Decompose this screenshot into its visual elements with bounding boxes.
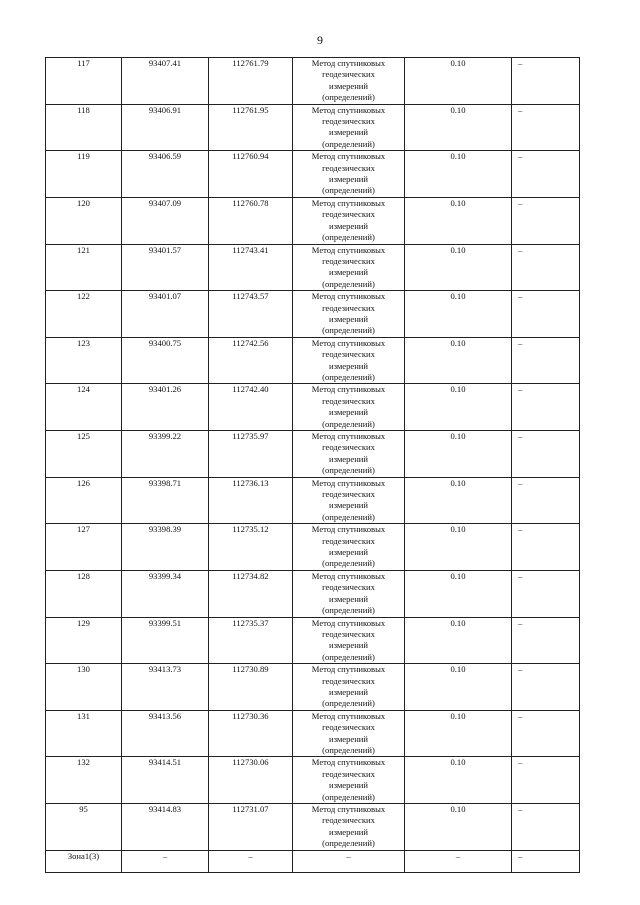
table-row (46, 804, 580, 851)
method-line: измерений (328, 686, 369, 697)
method-line: (определений) (322, 651, 375, 662)
y-coordinate-cell: 112761.95 (209, 104, 293, 151)
x-coordinate-cell: 93401.57 (122, 244, 209, 291)
method-line: (определений) (322, 838, 375, 849)
y-coordinate-cell: 112735.37 (209, 617, 293, 664)
method-cell: – (293, 850, 405, 872)
x-coordinate-cell: 93413.73 (122, 664, 209, 711)
note-cell: – (512, 291, 580, 338)
method-line: (определений) (322, 605, 375, 616)
method-line: (определений) (322, 558, 375, 569)
method-cell (293, 151, 405, 198)
method-cell (293, 197, 405, 244)
method-line: геодезических (322, 535, 375, 546)
zone-row (46, 850, 580, 872)
method-line: геодезических (322, 255, 375, 266)
table-row (46, 664, 580, 711)
table-row (46, 384, 580, 431)
method-line: измерений (328, 547, 369, 558)
accuracy-cell: 0.10 (405, 337, 512, 384)
accuracy-cell: 0.10 (405, 244, 512, 291)
point-id-cell: 125 (46, 431, 122, 478)
note-cell: – (512, 570, 580, 617)
note-cell: – (512, 710, 580, 757)
method-line: Метод спутниковых (311, 337, 386, 348)
method-line: измерений (328, 453, 369, 464)
note-cell: – (512, 524, 580, 571)
method-line: (определений) (322, 744, 375, 755)
note-cell: – (512, 850, 580, 872)
method-cell (293, 804, 405, 851)
table-row (46, 524, 580, 571)
accuracy-cell: 0.10 (405, 291, 512, 338)
point-id-cell: 126 (46, 477, 122, 524)
table-row (46, 570, 580, 617)
method-line: (определений) (322, 325, 375, 336)
y-coordinate-cell: 112730.89 (209, 664, 293, 711)
method-line: (определений) (322, 232, 375, 243)
table-row (46, 58, 580, 105)
accuracy-cell: 0.10 (405, 710, 512, 757)
method-line: геодезических (322, 162, 375, 173)
accuracy-cell: 0.10 (405, 151, 512, 198)
point-id-cell: 128 (46, 570, 122, 617)
point-id-cell: 123 (46, 337, 122, 384)
method-cell (293, 384, 405, 431)
method-line: измерений (328, 360, 369, 371)
method-line: измерений (328, 220, 369, 231)
method-line: измерений (328, 267, 369, 278)
method-line: Метод спутниковых (311, 570, 386, 581)
accuracy-cell: 0.10 (405, 617, 512, 664)
y-coordinate-cell: 112734.82 (209, 570, 293, 617)
table-row (46, 617, 580, 664)
method-line: геодезических (322, 675, 375, 686)
note-cell: – (512, 804, 580, 851)
method-cell (293, 617, 405, 664)
y-coordinate-cell: 112760.78 (209, 197, 293, 244)
x-coordinate-cell: 93398.71 (122, 477, 209, 524)
method-line: геодезических (322, 815, 375, 826)
table-row (46, 710, 580, 757)
method-line: измерений (328, 313, 369, 324)
x-coordinate-cell: 93407.09 (122, 197, 209, 244)
method-line: геодезических (322, 722, 375, 733)
point-id-cell: 117 (46, 58, 122, 105)
note-cell: – (512, 197, 580, 244)
y-coordinate-cell: 112760.94 (209, 151, 293, 198)
method-line: Метод спутниковых (311, 757, 386, 768)
note-cell: – (512, 337, 580, 384)
y-coordinate-cell: 112731.07 (209, 804, 293, 851)
x-coordinate-cell: 93401.26 (122, 384, 209, 431)
method-line: Метод спутниковых (311, 477, 386, 488)
accuracy-cell: 0.10 (405, 197, 512, 244)
point-id-cell: 120 (46, 197, 122, 244)
method-line: Метод спутниковых (311, 197, 386, 208)
y-coordinate-cell: 112742.56 (209, 337, 293, 384)
method-cell (293, 58, 405, 105)
method-line: геодезических (322, 395, 375, 406)
x-coordinate-cell: 93407.41 (122, 58, 209, 105)
point-id-cell: 127 (46, 524, 122, 571)
point-id-cell: 121 (46, 244, 122, 291)
y-coordinate-cell: 112742.40 (209, 384, 293, 431)
accuracy-cell: 0.10 (405, 58, 512, 105)
y-coordinate-cell: 112743.41 (209, 244, 293, 291)
point-id-cell: 130 (46, 664, 122, 711)
accuracy-cell: – (405, 850, 512, 872)
table-row (46, 757, 580, 804)
method-line: (определений) (322, 138, 375, 149)
method-line: Метод спутниковых (311, 617, 386, 628)
method-line: Метод спутниковых (311, 58, 386, 68)
coordinates-table (45, 57, 580, 873)
method-line: измерений (328, 733, 369, 744)
y-coordinate-cell: – (209, 850, 293, 872)
method-line: измерений (328, 826, 369, 837)
method-line: (определений) (322, 465, 375, 476)
accuracy-cell: 0.10 (405, 804, 512, 851)
table-row (46, 244, 580, 291)
x-coordinate-cell: 93401.07 (122, 291, 209, 338)
point-id-cell: 95 (46, 804, 122, 851)
y-coordinate-cell: 112735.12 (209, 524, 293, 571)
y-coordinate-cell: 112736.13 (209, 477, 293, 524)
method-line: (определений) (322, 371, 375, 382)
method-line: геодезических (322, 349, 375, 360)
note-cell: – (512, 477, 580, 524)
note-cell: – (512, 664, 580, 711)
method-cell (293, 477, 405, 524)
table-row (46, 337, 580, 384)
method-cell (293, 524, 405, 571)
accuracy-cell: 0.10 (405, 431, 512, 478)
method-line: Метод спутниковых (311, 244, 386, 255)
method-line: измерений (328, 780, 369, 791)
y-coordinate-cell: 112743.57 (209, 291, 293, 338)
point-id-cell: 124 (46, 384, 122, 431)
method-cell (293, 244, 405, 291)
accuracy-cell: 0.10 (405, 524, 512, 571)
coordinates-table-body (46, 58, 580, 873)
accuracy-cell: 0.10 (405, 664, 512, 711)
method-line: геодезических (322, 628, 375, 639)
method-cell (293, 104, 405, 151)
accuracy-cell: 0.10 (405, 570, 512, 617)
method-line: (определений) (322, 185, 375, 196)
method-line: геодезических (322, 489, 375, 500)
method-cell (293, 757, 405, 804)
y-coordinate-cell: 112730.36 (209, 710, 293, 757)
x-coordinate-cell: 93399.34 (122, 570, 209, 617)
method-line: геодезических (322, 209, 375, 220)
method-line: геодезических (322, 442, 375, 453)
table-row (46, 151, 580, 198)
page-number: 9 (317, 33, 323, 47)
point-id-cell: 132 (46, 757, 122, 804)
method-cell (293, 431, 405, 478)
method-line: (определений) (322, 511, 375, 522)
method-line: Метод спутниковых (311, 431, 386, 441)
accuracy-cell: 0.10 (405, 757, 512, 804)
method-line: измерений (328, 80, 369, 91)
method-line: геодезических (322, 302, 375, 313)
y-coordinate-cell: 112730.06 (209, 757, 293, 804)
x-coordinate-cell: 93398.39 (122, 524, 209, 571)
table-row (46, 104, 580, 151)
accuracy-cell: 0.10 (405, 104, 512, 151)
note-cell: – (512, 617, 580, 664)
accuracy-cell: 0.10 (405, 384, 512, 431)
method-line: Метод спутниковых (311, 384, 386, 395)
note-cell: – (512, 757, 580, 804)
method-line: (определений) (322, 418, 375, 429)
note-cell: – (512, 58, 580, 105)
method-line: измерений (328, 174, 369, 185)
method-cell (293, 664, 405, 711)
table-row (46, 477, 580, 524)
method-line: Метод спутниковых (311, 664, 386, 675)
method-line: (определений) (322, 278, 375, 289)
method-line: измерений (328, 593, 369, 604)
method-line: Метод спутниковых (311, 151, 386, 162)
point-id-cell: 119 (46, 151, 122, 198)
method-line: геодезических (322, 116, 375, 127)
method-line: (определений) (322, 92, 375, 103)
y-coordinate-cell: 112735.97 (209, 431, 293, 478)
accuracy-cell: 0.10 (405, 477, 512, 524)
method-line: измерений (328, 127, 369, 138)
method-line: измерений (328, 640, 369, 651)
method-line: Метод спутниковых (311, 524, 386, 535)
x-coordinate-cell: 93406.59 (122, 151, 209, 198)
x-coordinate-cell: – (122, 850, 209, 872)
note-cell: – (512, 431, 580, 478)
method-line: Метод спутниковых (311, 710, 386, 721)
table-row (46, 431, 580, 478)
method-cell (293, 337, 405, 384)
x-coordinate-cell: 93414.83 (122, 804, 209, 851)
x-coordinate-cell: 93399.22 (122, 431, 209, 478)
point-id-cell: 129 (46, 617, 122, 664)
method-cell (293, 710, 405, 757)
y-coordinate-cell: 112761.79 (209, 58, 293, 105)
note-cell: – (512, 384, 580, 431)
note-cell: – (512, 151, 580, 198)
method-line: Метод спутниковых (311, 291, 386, 302)
method-line: измерений (328, 500, 369, 511)
method-line: Метод спутниковых (311, 104, 386, 115)
x-coordinate-cell: 93413.56 (122, 710, 209, 757)
zone-label-cell: Зона1(3) (46, 850, 122, 872)
method-line: (определений) (322, 698, 375, 709)
point-id-cell: 118 (46, 104, 122, 151)
method-line: (определений) (322, 791, 375, 802)
note-cell: – (512, 244, 580, 291)
method-line: геодезических (322, 768, 375, 779)
method-line: Метод спутниковых (311, 804, 386, 814)
x-coordinate-cell: 93406.91 (122, 104, 209, 151)
note-cell: – (512, 104, 580, 151)
x-coordinate-cell: 93399.51 (122, 617, 209, 664)
point-id-cell: 131 (46, 710, 122, 757)
x-coordinate-cell: 93400.75 (122, 337, 209, 384)
method-cell (293, 570, 405, 617)
method-line: измерений (328, 407, 369, 418)
method-cell (293, 291, 405, 338)
point-id-cell: 122 (46, 291, 122, 338)
method-line: геодезических (322, 582, 375, 593)
table-row (46, 291, 580, 338)
table-row (46, 197, 580, 244)
method-line: геодезических (322, 69, 375, 80)
x-coordinate-cell: 93414.51 (122, 757, 209, 804)
